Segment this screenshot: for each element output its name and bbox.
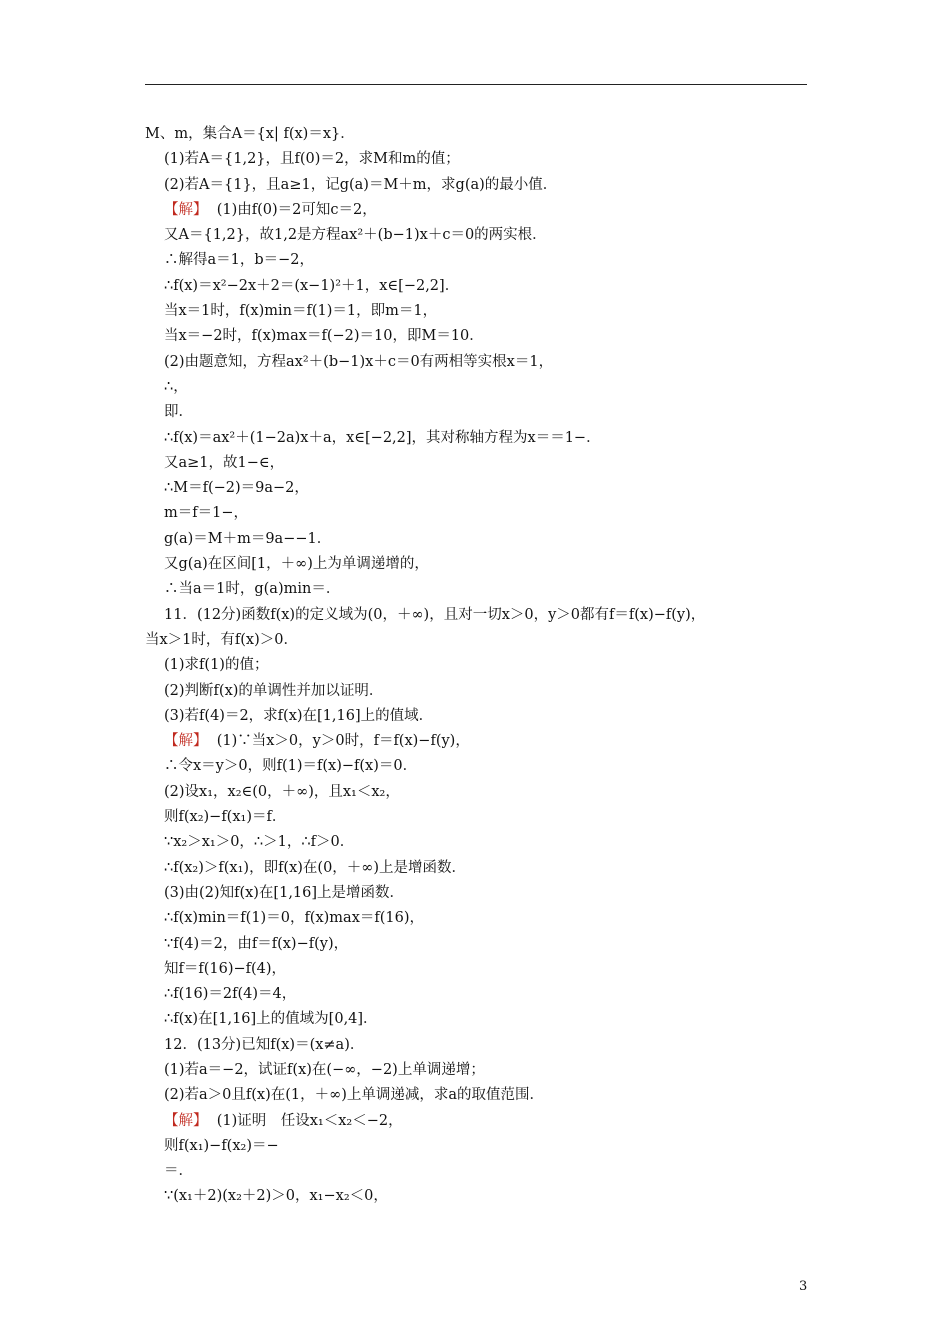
line-text: ∴f(x)＝x²−2x＋2＝(x−1)²＋1，x∈[−2,2]． (164, 277, 460, 294)
line-text: (1)由f(0)＝2可知c＝2， (207, 201, 377, 218)
text-line (145, 350, 810, 375)
text-line (145, 1033, 810, 1058)
line-text: ∴当a＝1时，g(a)min＝． (164, 581, 341, 598)
text-line (145, 679, 810, 704)
line-text: (1)若a＝−2，试证f(x)在(−∞，−2)上单调递增； (164, 1061, 485, 1078)
line-text: (1)证明 任设x₁＜x₂＜−2， (207, 1112, 403, 1129)
text-line (145, 906, 810, 931)
line-text: ∴f(x)＝ax²＋(1−2a)x＋a，x∈[−2,2]，其对称轴方程为x＝＝1−． (164, 429, 601, 446)
line-text: 又g(a)在区间[1，＋∞)上为单调递增的， (164, 556, 429, 573)
text-line (145, 274, 810, 299)
text-line (145, 426, 810, 451)
line-text: ∵(x₁＋2)(x₂＋2)＞0，x₁−x₂＜0， (164, 1188, 388, 1205)
text-line (145, 248, 810, 273)
solution-tag: 【解】 (164, 733, 208, 750)
line-text: ∴f(x)min＝f(1)＝0，f(x)max＝f(16)， (164, 910, 425, 927)
text-line (145, 754, 810, 779)
line-text: 当x＝−2时，f(x)max＝f(−2)＝10，即M＝10． (164, 328, 484, 345)
text-line (145, 881, 810, 906)
text-line (145, 704, 810, 729)
text-line (145, 1007, 810, 1032)
solution-tag: 【解】 (164, 201, 208, 218)
text-line (145, 501, 810, 526)
text-line (145, 1134, 810, 1159)
line-text: g(a)＝M＋m＝9a−−1． (164, 530, 332, 547)
line-text: (2)由题意知，方程ax²＋(b−1)x＋c＝0有两相等实根x＝1， (164, 353, 554, 370)
text-line (145, 527, 810, 552)
line-text: ∴解得a＝1，b＝−2， (164, 252, 315, 269)
line-text: 当x＝1时，f(x)min＝f(1)＝1，即m＝1， (164, 303, 438, 320)
line-text: ∴f(x₂)＞f(x₁)，即f(x)在(0，＋∞)上是增函数． (164, 859, 467, 876)
text-line (145, 173, 810, 198)
line-text: 当x＞1时，有f(x)＞0． (145, 631, 298, 648)
line-text: ∴， (164, 378, 188, 395)
text-line (145, 780, 810, 805)
line-text: (3)若f(4)＝2，求f(x)在[1,16]上的值域． (164, 707, 434, 724)
line-text: (3)由(2)知f(x)在[1,16]上是增函数． (164, 884, 405, 901)
line-text: (2)若A＝{1}，且a≥1，记g(a)＝M＋m，求g(a)的最小值． (164, 176, 558, 193)
text-line (145, 451, 810, 476)
solution-line (145, 1109, 810, 1134)
text-line (145, 1058, 810, 1083)
text-line (145, 628, 810, 653)
text-line (145, 805, 810, 830)
page-number: 3 (799, 1279, 808, 1294)
line-text: 又A＝{1,2}，故1,2是方程ax²＋(b−1)x＋c＝0的两实根． (164, 227, 547, 244)
line-text: ∴f(16)＝2f(4)＝4， (164, 986, 297, 1003)
text-line (145, 1184, 810, 1209)
text-line (145, 476, 810, 501)
text-line (145, 957, 810, 982)
text-line (145, 932, 810, 957)
text-line (145, 400, 810, 425)
text-line (145, 552, 810, 577)
text-line (145, 147, 810, 172)
line-text: ∵f(4)＝2，由f＝f(x)−f(y)， (164, 935, 349, 952)
line-text: (2)判断f(x)的单调性并加以证明． (164, 682, 384, 699)
line-text: 12．(13分)已知f(x)＝(x≠a)． (164, 1036, 365, 1053)
text-line (145, 299, 810, 324)
line-text: ＝． (164, 1163, 193, 1180)
text-line (145, 122, 810, 147)
line-text: (2)若a＞0且f(x)在(1，＋∞)上单调递减，求a的取值范围． (164, 1087, 545, 1104)
line-text: 则f(x₁)−f(x₂)＝− (164, 1137, 279, 1154)
line-text: 即． (164, 404, 193, 421)
line-text: m＝f＝1−， (164, 505, 248, 522)
document-body (145, 122, 810, 1210)
header-rule (145, 84, 807, 85)
line-text: (1)若A＝{1,2}，且f(0)＝2，求M和m的值； (164, 151, 460, 168)
line-text: 知f＝f(16)−f(4)， (164, 960, 287, 977)
solution-line (145, 729, 810, 754)
line-text: (1)求f(1)的值； (164, 657, 269, 674)
line-text: 则f(x₂)−f(x₁)＝f． (164, 809, 287, 826)
line-text: ∴令x＝y＞0，则f(1)＝f(x)−f(x)＝0． (164, 758, 418, 775)
text-line (145, 830, 810, 855)
text-line (145, 375, 810, 400)
text-line (145, 856, 810, 881)
text-line (145, 603, 810, 628)
text-line (145, 982, 810, 1007)
text-line (145, 324, 810, 349)
line-text: M、m，集合A＝{x| f(x)＝x}． (145, 126, 355, 142)
text-line (145, 653, 810, 678)
text-line (145, 223, 810, 248)
text-line (145, 577, 810, 602)
line-text: (1)∵当x＞0，y＞0时，f＝f(x)−f(y)， (207, 733, 470, 750)
solution-tag: 【解】 (164, 1112, 208, 1129)
text-line (145, 1083, 810, 1108)
line-text: ∴M＝f(−2)＝9a−2， (164, 480, 309, 497)
line-text: ∵x₂＞x₁＞0，∴＞1，∴f＞0． (164, 834, 355, 851)
solution-line (145, 198, 810, 223)
line-text: ∴f(x)在[1,16]上的值域为[0,4]． (164, 1011, 378, 1028)
text-line (145, 1159, 810, 1184)
line-text: (2)设x₁，x₂∈(0，＋∞)，且x₁＜x₂， (164, 783, 400, 800)
line-text: 11．(12分)函数f(x)的定义域为(0，＋∞)，且对一切x＞0，y＞0都有f＝f(x)−f(y)， (164, 606, 706, 623)
line-text: 又a≥1，故1−∈， (164, 454, 285, 471)
